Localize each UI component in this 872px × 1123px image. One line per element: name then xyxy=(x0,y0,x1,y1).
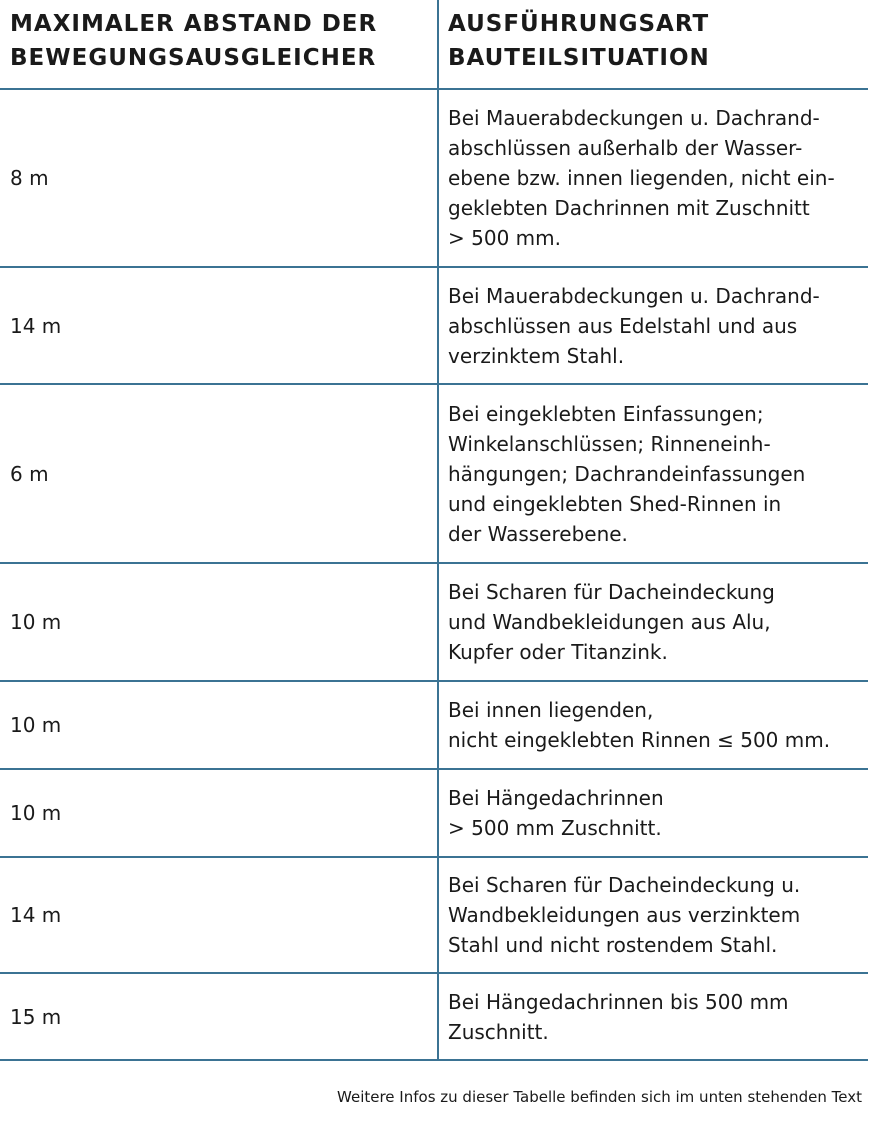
distance-cell: 15 m xyxy=(10,1004,62,1029)
distance-cell: 8 m xyxy=(10,166,49,190)
table-row xyxy=(0,682,868,770)
description-cell: Bei Hängedachrinnen > 500 mm Zuschnitt. xyxy=(448,786,664,840)
column-divider xyxy=(437,0,439,1059)
table-row xyxy=(0,90,868,268)
distance-cell: 14 m xyxy=(10,313,62,338)
description-cell: Bei Scharen für Dacheindeckung u. Wandbekleidungen aus verzinktem Stahl und nicht rostendem Stahl. xyxy=(448,873,801,957)
description-cell: Bei innen liegenden, nicht eingeklebten Rinnen ≤ 500 mm. xyxy=(448,698,831,752)
table-row xyxy=(0,858,868,974)
distance-cell: 10 m xyxy=(10,610,62,634)
table-row xyxy=(0,268,868,385)
table-row xyxy=(0,770,868,858)
distance-cell: 10 m xyxy=(10,713,62,737)
table-row xyxy=(0,385,868,564)
distance-cell: 10 m xyxy=(10,801,62,825)
description-cell: Bei Hängedachrinnen bis 500 mm Zuschnitt. xyxy=(448,989,789,1044)
distance-cell: 14 m xyxy=(10,903,62,927)
table-row xyxy=(0,564,868,682)
table-header xyxy=(0,0,868,90)
description-cell: Bei Mauerabdeckungen u. Dachrand- abschlüssen aus Edelstahl und aus verzinktem Stahl. xyxy=(448,283,820,368)
footnote-text: Weitere Infos zu dieser Tabelle befinden sich im unten stehenden Text xyxy=(337,1088,862,1106)
header-execution-type: AUSFÜHRUNGSART BAUTEILSITUATION xyxy=(448,11,710,71)
description-cell: Bei Scharen für Dacheindeckung und Wandbekleidungen aus Alu, Kupfer oder Titanzink. xyxy=(448,580,775,664)
header-max-distance: MAXIMALER ABSTAND DER BEWEGUNGSAUSGLEICHER xyxy=(10,11,378,71)
table-row xyxy=(0,974,868,1061)
description-cell: Bei eingeklebten Einfassungen; Winkelanschlüssen; Rinneneinh- hängungen; Dachrandeinfassungen und eingeklebten Shed-Rinnen in der Wasserebene. xyxy=(448,401,806,546)
description-cell: Bei Mauerabdeckungen u. Dachrand- abschlüssen außerhalb der Wasser- ebene bzw. innen liegenden, nicht ein- geklebten Dachrinnen mit Zuschnitt > 500 mm. xyxy=(448,106,835,250)
distance-cell: 6 m xyxy=(10,461,49,486)
